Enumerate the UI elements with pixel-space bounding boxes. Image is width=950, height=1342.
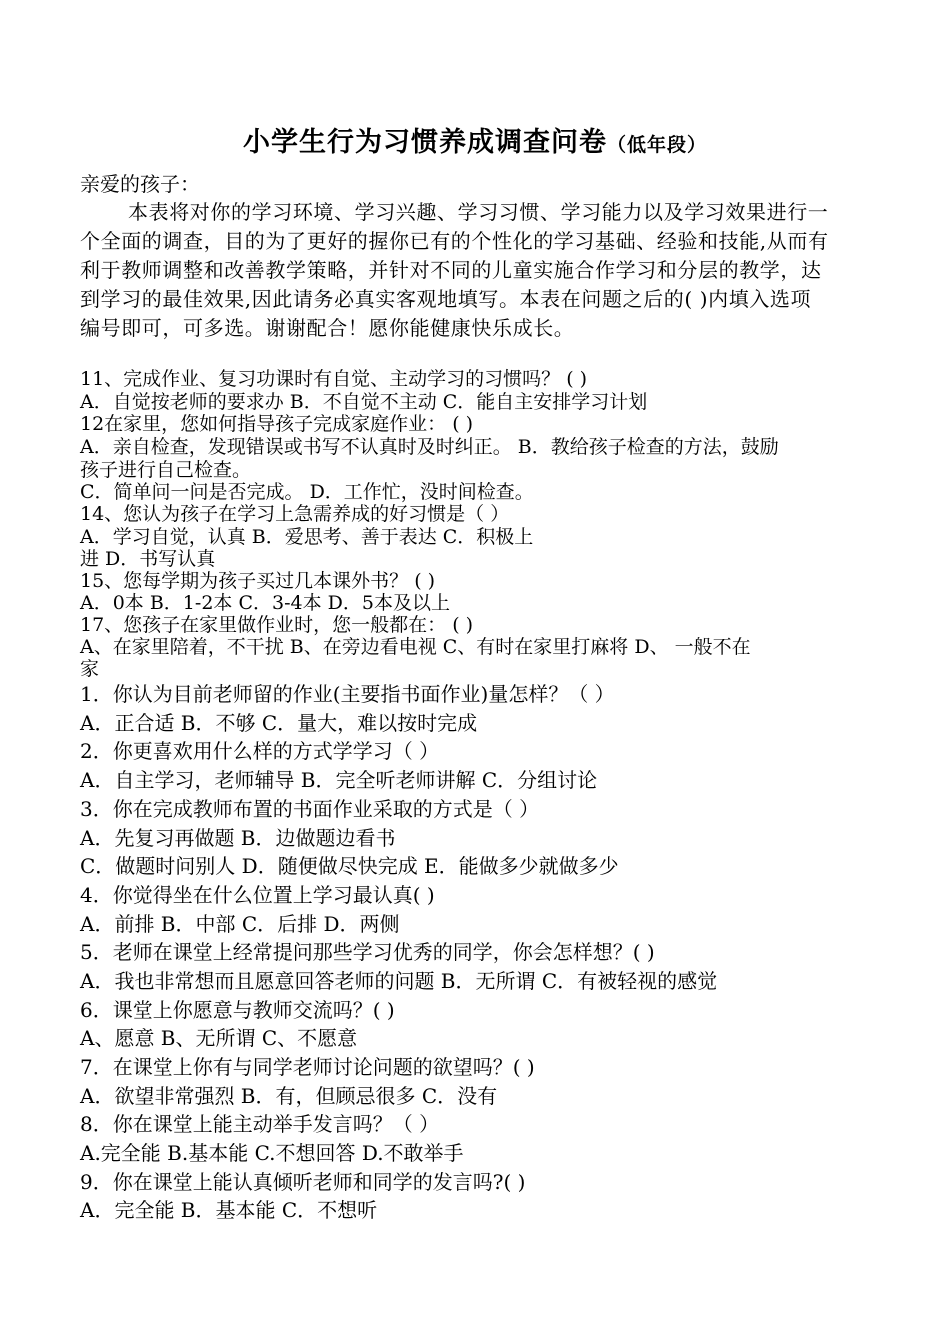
parent-options-14-cont: 进 D．书写认真 <box>80 548 216 570</box>
parent-options-12-cd: C．简单问一问是否完成。 D．工作忙，没时间检查。 <box>80 481 534 503</box>
student-question-2: 2．你更喜欢用什么样的方式学学习（ ） <box>80 739 440 763</box>
student-options-8: A.完全能 B.基本能 C.不想回答 D.不敢举手 <box>80 1141 464 1165</box>
parent-question-17: 17、您孩子在家里做作业时，您一般都在： ( ) <box>80 614 474 636</box>
greeting: 亲爱的孩子： <box>80 172 200 196</box>
student-options-3b: C．做题时问别人 D．随便做尽快完成 E．能做多少就做多少 <box>80 854 619 878</box>
student-options-3a: A．先复习再做题 B．边做题边看书 <box>80 826 396 850</box>
parent-question-14: 14、您认为孩子在学习上急需养成的好习惯是（ ） <box>80 503 510 525</box>
student-question-8: 8．你在课堂上能主动举手发言吗？（ ） <box>80 1112 440 1136</box>
parent-options-12: A．亲自检查，发现错误或书写不认真时及时纠正。 B．教给孩子检查的方法，鼓励 <box>80 436 779 458</box>
student-options-6: A、愿意 B、无所谓 C、不愿意 <box>80 1026 358 1050</box>
student-options-4: A．前排 B．中部 C．后排 D．两侧 <box>80 912 400 936</box>
student-question-7: 7．在课堂上你有与同学老师讨论问题的欲望吗？( ) <box>80 1055 535 1079</box>
parent-options-11: A．自觉按老师的要求办 B．不自觉不主动 C．能自主安排学习计划 <box>80 391 648 413</box>
intro-line: 编号即可，可多选。谢谢配合！愿你能健康快乐成长。 <box>80 316 575 340</box>
intro-line: 到学习的最佳效果,因此请务必真实客观地填写。本表在问题之后的( )内填入选项 <box>80 287 812 311</box>
intro-line: 本表将对你的学习环境、学习兴趣、学习习惯、学习能力以及学习效果进行一 <box>128 200 829 224</box>
parent-options-15: A．0本 B．1-2本 C．3-4本 D．5本及以上 <box>80 592 450 614</box>
intro-line: 利于教师调整和改善教学策略，并针对不同的儿童实施合作学习和分层的教学，达 <box>80 258 822 282</box>
parent-options-12-cont: 孩子进行自己检查。 <box>80 459 252 481</box>
student-question-4: 4．你觉得坐在什么位置上学习最认真( ) <box>80 883 435 907</box>
parent-question-12: 12在家里，您如何指导孩子完成家庭作业： ( ) <box>80 413 474 435</box>
student-options-5: A．我也非常想而且愿意回答老师的问题 B．无所谓 C．有被轻视的感觉 <box>80 969 718 993</box>
student-options-1: A．正合适 B．不够 C．量大，难以按时完成 <box>80 711 478 735</box>
student-question-9: 9．你在课堂上能认真倾听老师和同学的发言吗?( ) <box>80 1170 526 1194</box>
title-suffix: （低年段） <box>606 134 707 156</box>
intro-line: 个全面的调查，目的为了更好的握你已有的个性化的学习基础、经验和技能,从而有 <box>80 229 829 253</box>
parent-options-17-cont: 家 <box>80 658 100 680</box>
student-options-2: A．自主学习，老师辅导 B．完全听老师讲解 C．分组讨论 <box>80 768 598 792</box>
student-question-3: 3．你在完成教师布置的书面作业采取的方式是（ ） <box>80 797 540 821</box>
parent-options-14: A．学习自觉，认真 B．爱思考、善于表达 C．积极上 <box>80 526 534 548</box>
student-question-6: 6．课堂上你愿意与教师交流吗？( ) <box>80 998 395 1022</box>
page-title <box>0 120 950 159</box>
parent-options-17: A、在家里陪着，不干扰 B、在旁边看电视 C、有时在家里打麻将 D、 一般不在 <box>80 636 751 658</box>
parent-question-11: 11、完成作业、复习功课时有自觉、主动学习的习惯吗？ ( ) <box>80 368 588 390</box>
student-question-5: 5．老师在课堂上经常提问那些学习优秀的同学，你会怎样想？( ) <box>80 940 655 964</box>
student-options-9: A．完全能 B．基本能 C．不想听 <box>80 1198 378 1222</box>
student-question-1: 1．你认为目前老师留的作业(主要指书面作业)量怎样？（ ） <box>80 682 615 706</box>
student-options-7: A．欲望非常强烈 B．有，但顾忌很多 C．没有 <box>80 1084 498 1108</box>
title-main: 小学生行为习惯养成调查问卷 <box>242 127 607 158</box>
parent-question-15: 15、您每学期为孩子买过几本课外书？ ( ) <box>80 570 436 592</box>
